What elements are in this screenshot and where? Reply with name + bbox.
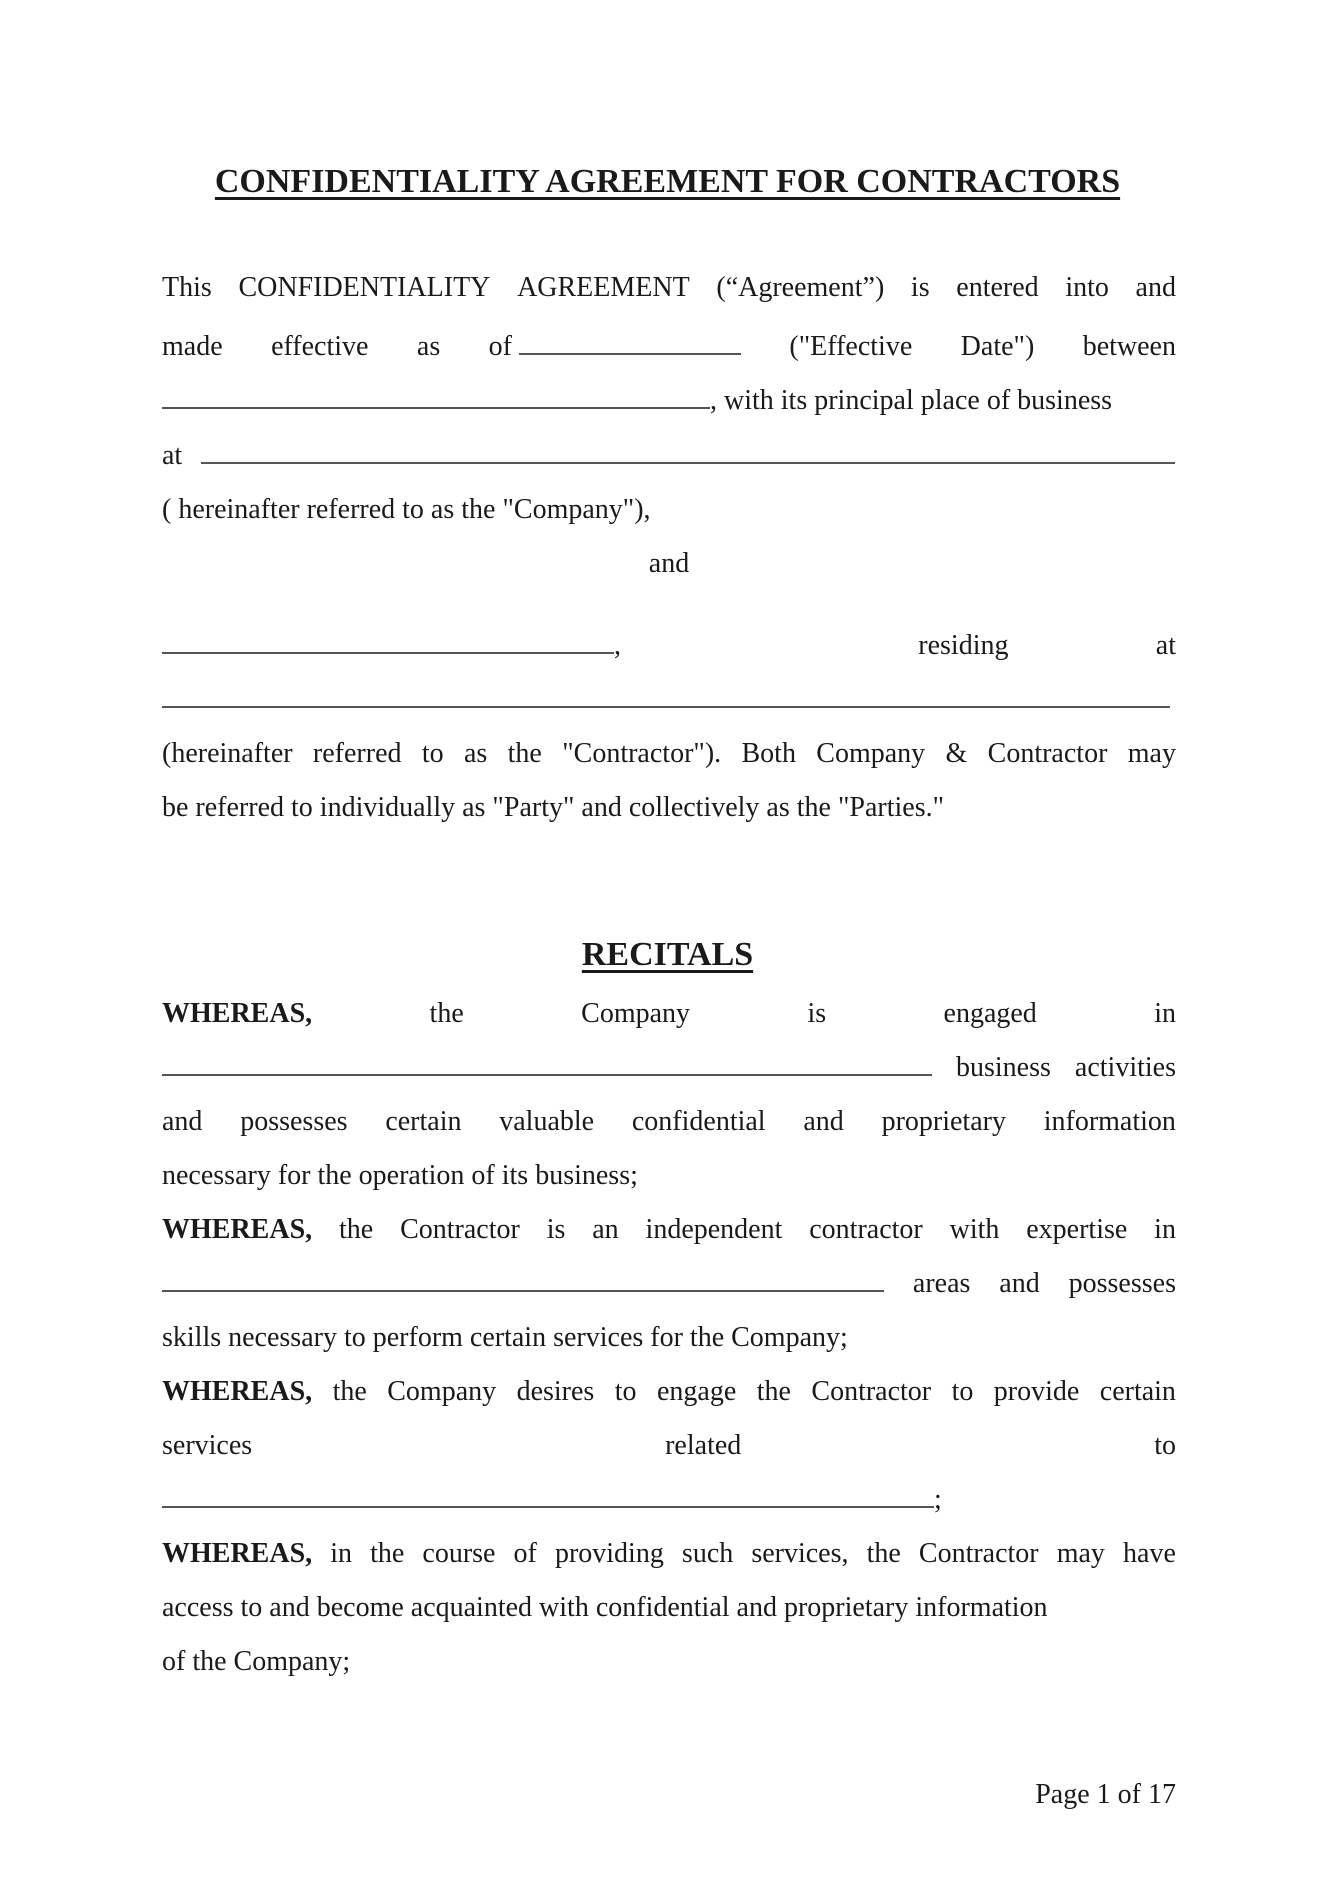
expertise-areas-blank[interactable] xyxy=(162,1268,884,1292)
recital-1-line-1: WHEREAS, the Company is engaged in xyxy=(162,998,1176,1029)
preamble-line-8 xyxy=(162,683,1176,717)
preamble-line-7: , residing at xyxy=(162,629,1176,663)
preamble-line-9: (hereinafter referred to as the "Contractor"). Both Company & Contractor may xyxy=(162,738,1176,769)
business-activities-blank[interactable] xyxy=(162,1052,932,1076)
recital-4-line-1: WHEREAS, in the course of providing such services, the Contractor may have xyxy=(162,1538,1176,1569)
recital-2-line-2: areas and possesses xyxy=(162,1267,1176,1301)
recitals-heading: RECITALS xyxy=(581,936,754,973)
company-address-blank[interactable] xyxy=(201,440,1175,464)
recital-2-line-3: skills necessary to perform certain services for the Company; xyxy=(162,1322,848,1353)
preamble-line-4: at xyxy=(162,439,1176,473)
recital-3-line-1: WHEREAS, the Company desires to engage the Contractor to provide certain xyxy=(162,1376,1176,1407)
document-title: CONFIDENTIALITY AGREEMENT FOR CONTRACTORS xyxy=(214,163,1121,200)
recital-4-line-3: of the Company; xyxy=(162,1646,351,1677)
recital-3-line-3: ; xyxy=(162,1483,1176,1517)
preamble-line-1: This CONFIDENTIALITY AGREEMENT (“Agreement”) is entered into and xyxy=(162,272,1176,303)
recital-2-line-1: WHEREAS, the Contractor is an independent contractor with expertise in xyxy=(162,1214,1176,1245)
recital-1-line-4: necessary for the operation of its business; xyxy=(162,1160,638,1191)
preamble-line-10: be referred to individually as "Party" and collectively as the "Parties." xyxy=(162,792,945,823)
effective-date-blank[interactable] xyxy=(519,331,741,355)
page-number: Page 1 of 17 xyxy=(1035,1779,1176,1810)
recital-1-line-2: business activities xyxy=(162,1051,1176,1085)
company-name-blank[interactable] xyxy=(162,385,710,409)
recital-4-line-2: access to and become acquainted with confidential and proprietary information xyxy=(162,1592,1048,1623)
recital-3-line-2: services related to xyxy=(162,1430,1176,1461)
preamble-line-2: made effective as of ("Effective Date") between xyxy=(162,331,1176,362)
recital-1-line-3: and possesses certain valuable confidential and proprietary information xyxy=(162,1106,1176,1137)
contractor-address-blank[interactable] xyxy=(162,684,1170,708)
preamble-line-3: , with its principal place of business xyxy=(162,384,1176,418)
conjunction-and: and xyxy=(648,548,690,579)
contractor-name-blank[interactable] xyxy=(162,630,614,654)
preamble-line-5: ( hereinafter referred to as the "Company"), xyxy=(162,494,651,525)
services-related-blank[interactable] xyxy=(162,1484,934,1508)
